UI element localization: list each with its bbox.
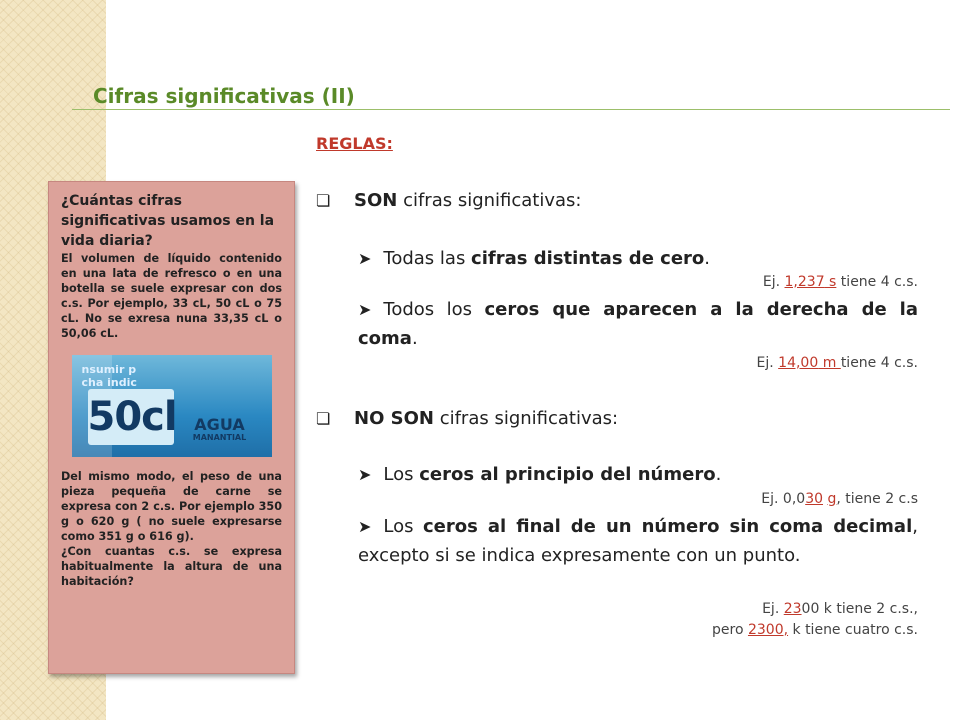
square-bullet-icon: ❏: [316, 191, 331, 210]
son-rule-2: ➤ Todos los ceros que aparecen a la derecha de la coma.: [358, 299, 918, 349]
label-volume: 50cl: [88, 389, 174, 445]
arrowhead-icon: ➤: [358, 517, 372, 536]
son-example-1: Ej. 1,237 s tiene 4 c.s.: [762, 274, 918, 290]
noson-example-2: Ej. 2300 k tiene 2 c.s.,: [762, 601, 918, 617]
son-example-2: Ej. 14,00 m tiene 4 c.s.: [756, 355, 918, 371]
son-rule-1: ➤ Todas las cifras distintas de cero.: [358, 248, 711, 269]
label-brand: AGUA: [194, 415, 245, 434]
slide-title: Cifras significativas (II): [93, 84, 355, 108]
sidebar-question: ¿Cuántas cifras significativas usamos en la vida diaria?: [61, 193, 275, 249]
label-brand-sub: MANANTIAL: [192, 433, 247, 442]
rules-heading: REGLAS:: [316, 134, 393, 153]
square-bullet-icon: ❏: [316, 409, 331, 428]
sidebar-paragraph-1: El volumen de líquido contenido en una lata de refresco o en una botella se suele expresar con dos c.s. Por ejemplo, 33 cL, 50 cL o 75 cL. No se exresa nuna 33,35 cL o 50,06 cL.: [61, 252, 282, 340]
title-divider: [72, 109, 950, 110]
water-bottle-label-image: [72, 355, 272, 457]
noson-example-2-continued: pero 2300, k tiene cuatro c.s.: [712, 622, 918, 638]
arrowhead-icon: ➤: [358, 249, 372, 268]
noson-example-1: Ej. 0,030 g, tiene 2 c.s: [761, 491, 918, 507]
arrowhead-icon: ➤: [358, 300, 372, 319]
sidebar-paragraph-2: Del mismo modo, el peso de una pieza pequeña de carne se expresa con 2 c.s. Por ejemplo 350 g o 620 g ( no suele expresarse como 351 g o 616 g).: [61, 470, 282, 543]
sidebar-paragraph-3: ¿Con cuantas c.s. se expresa habitualmente la altura de una habitación?: [61, 545, 282, 588]
label-side-text: nsumir p cha indic: [81, 363, 137, 389]
noson-rule-2: ➤ Los ceros al final de un número sin coma decimal, excepto si se indica expresamente con un punto.: [358, 516, 918, 566]
son-section-title: ❏ SON cifras significativas:: [316, 188, 582, 214]
arrowhead-icon: ➤: [358, 465, 372, 484]
noson-section-title: ❏ NO SON cifras significativas:: [316, 406, 618, 432]
noson-rule-1: ➤ Los ceros al principio del número.: [358, 464, 722, 485]
sidebar-box: [48, 181, 295, 674]
